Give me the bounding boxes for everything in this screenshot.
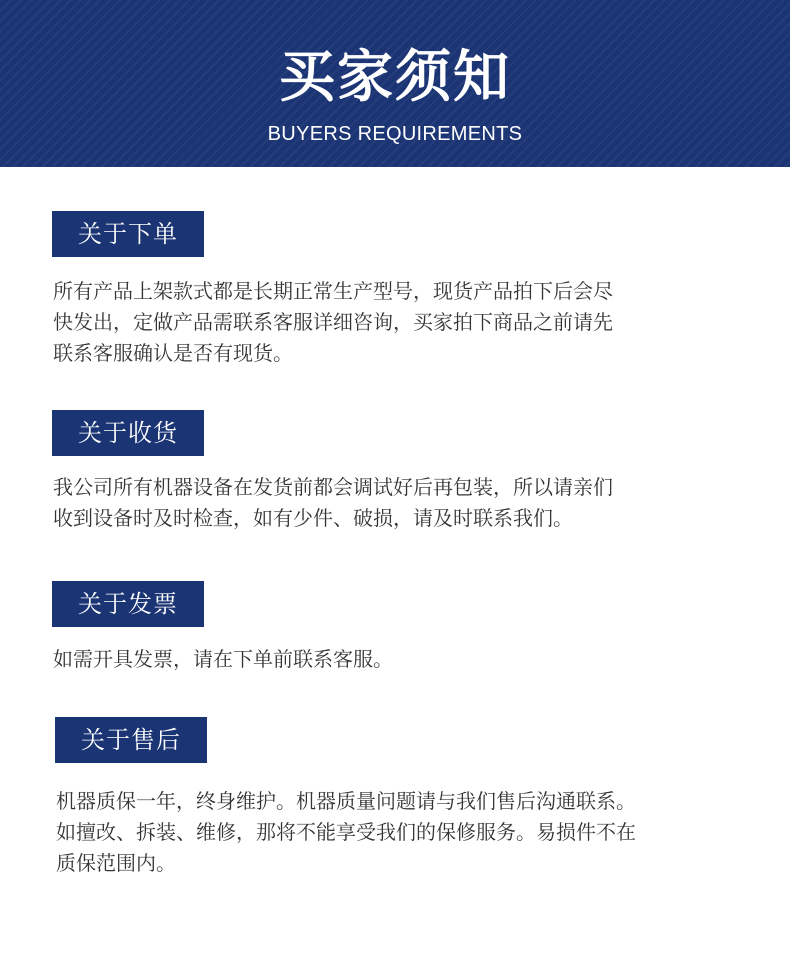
section-heading-order: 关于下单	[52, 211, 204, 257]
text-line: 联系客服确认是否有现货。	[53, 341, 293, 365]
text-line: 我公司所有机器设备在发货前都会调试好后再包装，所以请亲们	[53, 475, 613, 499]
text-line: 收到设备时及时检查，如有少件、破损，请及时联系我们。	[53, 506, 573, 530]
text-line: 快发出，定做产品需联系客服详细咨询，买家拍下商品之前请先	[53, 310, 613, 334]
section-heading-invoice: 关于发票	[52, 581, 204, 627]
page-subtitle: BUYERS REQUIREMENTS	[267, 123, 523, 145]
section-text-receive	[53, 472, 713, 534]
text-line: 所有产品上架款式都是长期正常生产型号，现货产品拍下后会尽	[53, 279, 613, 303]
section-heading-receive: 关于收货	[52, 410, 204, 456]
text-line: 机器质保一年，终身维护。机器质量问题请与我们售后沟通联系。	[56, 789, 636, 813]
header-banner	[0, 0, 790, 167]
text-line: 质保范围内。	[56, 851, 176, 875]
section-text-order	[53, 276, 713, 369]
section-text-invoice	[53, 644, 713, 675]
text-line: 如需开具发票，请在下单前联系客服。	[53, 647, 393, 671]
page-title: 买家须知	[279, 45, 511, 110]
text-line: 如擅改、拆装、维修，那将不能享受我们的保修服务。易损件不在	[56, 820, 636, 844]
section-heading-after-sales: 关于售后	[55, 717, 207, 763]
section-text-after-sales	[56, 786, 716, 879]
